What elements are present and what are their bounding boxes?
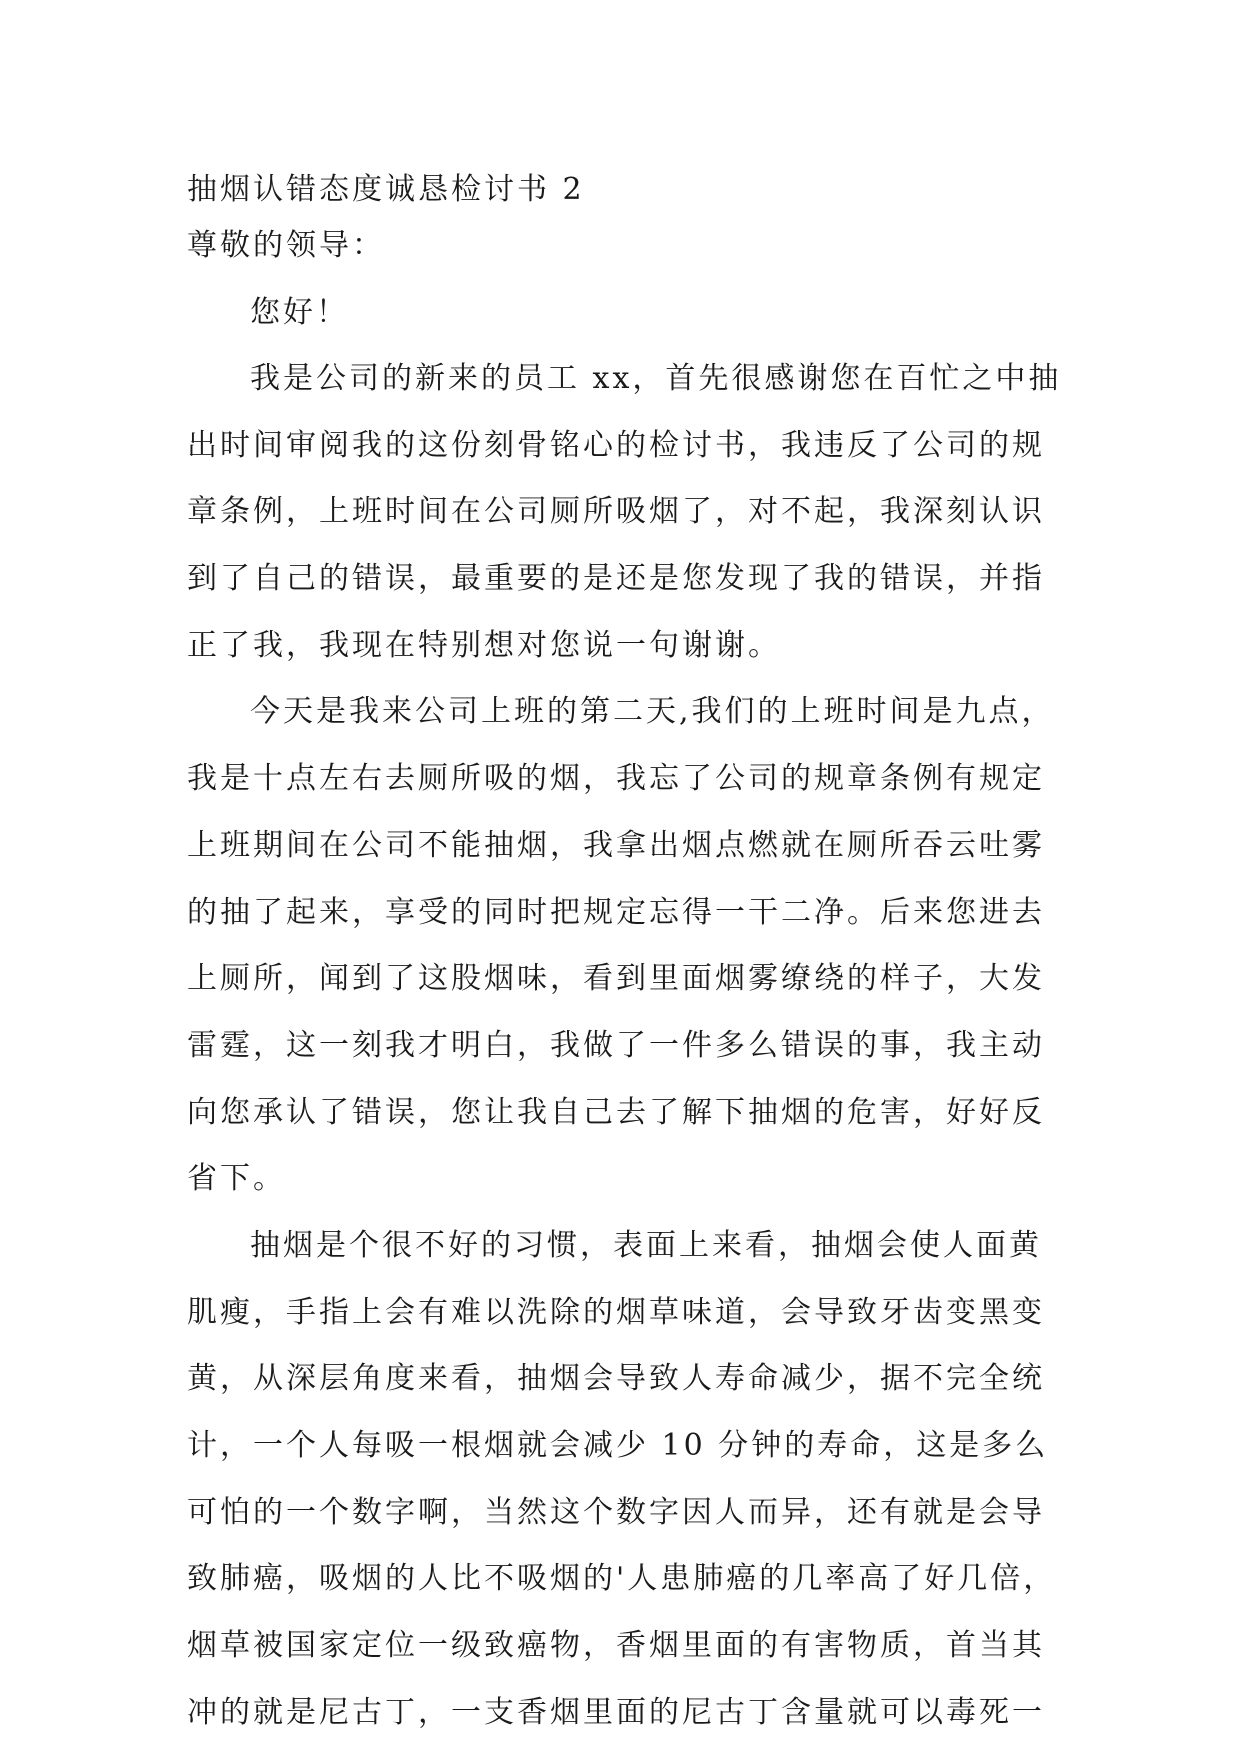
salutation: 尊敬的领导： xyxy=(187,228,385,263)
document-body xyxy=(187,162,1067,1746)
paragraph-line: 抽烟是个很不好的习惯，表面上来看，抽烟会使人面黄 xyxy=(250,1227,1042,1263)
paragraph-line: 计，一个人每吸一根烟就会减少 10 分钟的寿命，这是多么 xyxy=(187,1428,1049,1463)
paragraph-line: 我是公司的新来的员工 xx，首先很感谢您在百忙之中抽 xyxy=(250,361,1062,396)
paragraph-line: 致肺癌，吸烟的人比不吸烟的'人患肺癌的几率高了好几倍， xyxy=(187,1561,1057,1597)
paragraph-line: 章条例，上班时间在公司厕所吸烟了，对不起，我深刻认识 xyxy=(187,494,1045,530)
paragraph-incident xyxy=(187,679,1067,1213)
paragraph-line: 上厕所，闻到了这股烟味，看到里面烟雾缭绕的样子，大发 xyxy=(187,961,1045,997)
paragraph-line: 烟草被国家定位一级致癌物，香烟里面的有害物质，首当其 xyxy=(187,1628,1045,1664)
document-title: 抽烟认错态度诚恳检讨书 2 xyxy=(187,172,585,207)
paragraph-line: 雷霆，这一刻我才明白，我做了一件多么错误的事，我主动 xyxy=(187,1027,1045,1063)
paragraph-line: 上班期间在公司不能抽烟，我拿出烟点燃就在厕所吞云吐雾 xyxy=(187,827,1045,863)
paragraph-line: 到了自己的错误，最重要的是还是您发现了我的错误，并指 xyxy=(187,561,1045,597)
paragraph-harms xyxy=(187,1213,1067,1747)
paragraph-line: 冲的就是尼古丁，一支香烟里面的尼古丁含量就可以毒死一 xyxy=(187,1694,1045,1730)
paragraph-line: 肌瘦，手指上会有难以洗除的烟草味道，会导致牙齿变黑变 xyxy=(187,1294,1045,1330)
paragraph-apology xyxy=(187,346,1067,679)
paragraph-line: 可怕的一个数字啊，当然这个数字因人而异，还有就是会导 xyxy=(187,1494,1045,1530)
paragraph-line: 正了我，我现在特别想对您说一句谢谢。 xyxy=(187,627,781,663)
paragraph-line: 黄，从深层角度来看，抽烟会导致人寿命减少，据不完全统 xyxy=(187,1361,1045,1397)
paragraph-line: 出时间审阅我的这份刻骨铭心的检讨书，我违反了公司的规 xyxy=(187,427,1045,463)
paragraph-line: 省下。 xyxy=(187,1161,286,1197)
greeting: 您好！ xyxy=(250,295,349,330)
paragraph-line: 我是十点左右去厕所吸的烟，我忘了公司的规章条例有规定 xyxy=(187,761,1045,797)
paragraph-line: 今天是我来公司上班的第二天,我们的上班时间是九点， xyxy=(250,694,1055,730)
paragraph-line: 的抽了起来，享受的同时把规定忘得一干二净。后来您进去 xyxy=(187,894,1045,930)
paragraph-line: 向您承认了错误，您让我自己去了解下抽烟的危害，好好反 xyxy=(187,1094,1045,1130)
